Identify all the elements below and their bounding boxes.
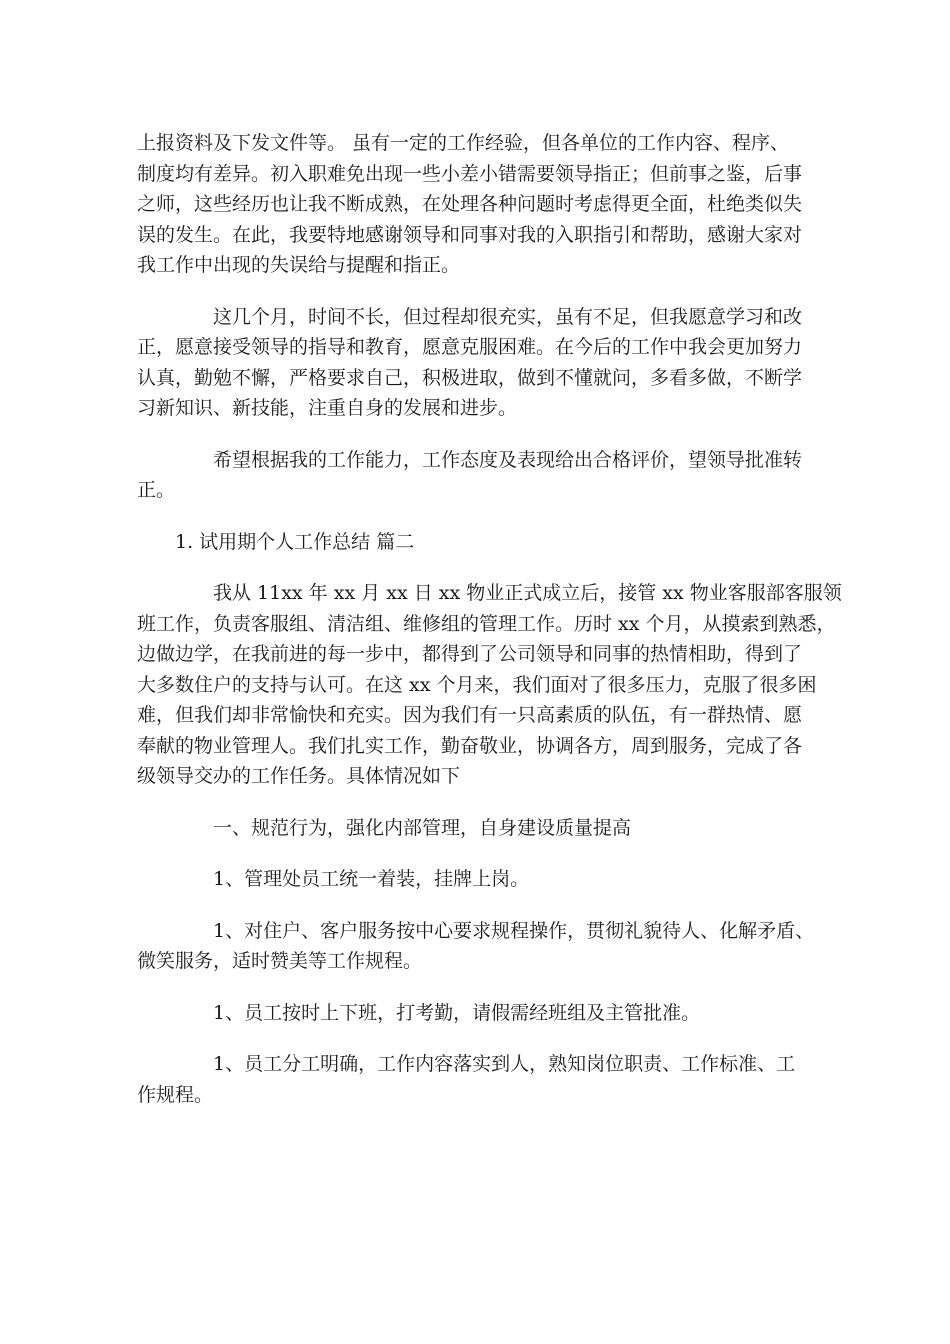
paragraph xyxy=(137,445,817,506)
text-line: 班工作，负责客服组、清洁组、维修组的管理工作。历时 xx 个月，从摸索到熟悉， xyxy=(137,612,836,635)
text-line: 1、对住户、客户服务按中心要求规程操作，贯彻礼貌待人、化解矛盾、 xyxy=(213,919,815,942)
text-line: 难，但我们却非常愉快和充实。因为我们有一只高素质的队伍，有一群热情、愿 xyxy=(137,704,803,726)
text-line: 1、员工分工明确，工作内容落实到人，熟知岗位职责、工作标准、工 xyxy=(213,1053,796,1075)
text-line: 边做边学，在我前进的每一步中，都得到了公司领导和同事的热情相助，得到了 xyxy=(137,643,803,665)
text-line: 上报资料及下发文件等。 虽有一定的工作经验，但各单位的工作内容、程序、 xyxy=(137,132,790,154)
text-line: 我工作中出现的失误给与提醒和指正。 xyxy=(137,254,461,276)
list-item xyxy=(137,864,817,895)
text-line: 认真，勤勉不懈，严格要求自己，积极进取，做到不懂就问，多看多做，不断学 xyxy=(137,366,803,389)
paragraph xyxy=(137,128,817,281)
text-line: 制度均有差异。初入职难免出现一些小差小错需要领导指正；但前事之鉴，后事 xyxy=(137,162,803,185)
subsection-heading xyxy=(137,813,817,844)
text-line: 之师，这些经历也让我不断成熟，在处理各种问题时考虑得更全面，杜绝类似失 xyxy=(137,193,803,215)
section-heading xyxy=(137,527,817,558)
text-line: 微笑服务，适时赞美等工作规程。 xyxy=(137,950,423,972)
text-line: 级领导交办的工作任务。具体情况如下 xyxy=(137,765,461,787)
list-item xyxy=(137,1049,817,1110)
text-line: 大多数住户的支持与认可。在这 xx 个月来，我们面对了很多压力，克服了很多困 xyxy=(137,673,817,696)
heading-text: 1. 试用期个人工作总结 篇二 xyxy=(175,530,415,553)
text-line: 这几个月，时间不长，但过程却很充实，虽有不足，但我愿意学习和改 xyxy=(213,305,803,328)
list-item xyxy=(137,998,817,1029)
text-line: 我从 11xx 年 xx 月 xx 日 xx 物业正式成立后，接管 xx 物业客服部客服领 xyxy=(213,582,842,604)
text-line: 作规程。 xyxy=(137,1083,214,1106)
text-line: 正，愿意接受领导的指导和教育，愿意克服困难。在今后的工作中我会更加努力 xyxy=(137,336,803,358)
list-item xyxy=(137,916,817,977)
paragraph xyxy=(137,302,817,424)
text-line: 正。 xyxy=(137,479,176,501)
text-line: 1、员工按时上下班，打考勤，请假需经班组及主管批准。 xyxy=(213,1001,701,1024)
text-line: 奉献的物业管理人。我们扎实工作，勤奋敬业，协调各方，周到服务，完成了各 xyxy=(137,734,803,757)
text-line: 希望根据我的工作能力，工作态度及表现给出合格评价，望领导批准转 xyxy=(213,448,803,471)
document-body xyxy=(137,128,842,1131)
text-line: 1、管理处员工统一着装，挂牌上岗。 xyxy=(213,868,530,890)
text-line: 误的发生。在此，我要特地感谢领导和同事对我的入职指引和帮助，感谢大家对 xyxy=(137,223,803,246)
text-line: 习新知识、新技能，注重自身的发展和进步。 xyxy=(137,397,518,419)
heading-text: 一、规范行为，强化内部管理，自身建设质量提高 xyxy=(213,816,632,839)
paragraph xyxy=(137,578,842,792)
